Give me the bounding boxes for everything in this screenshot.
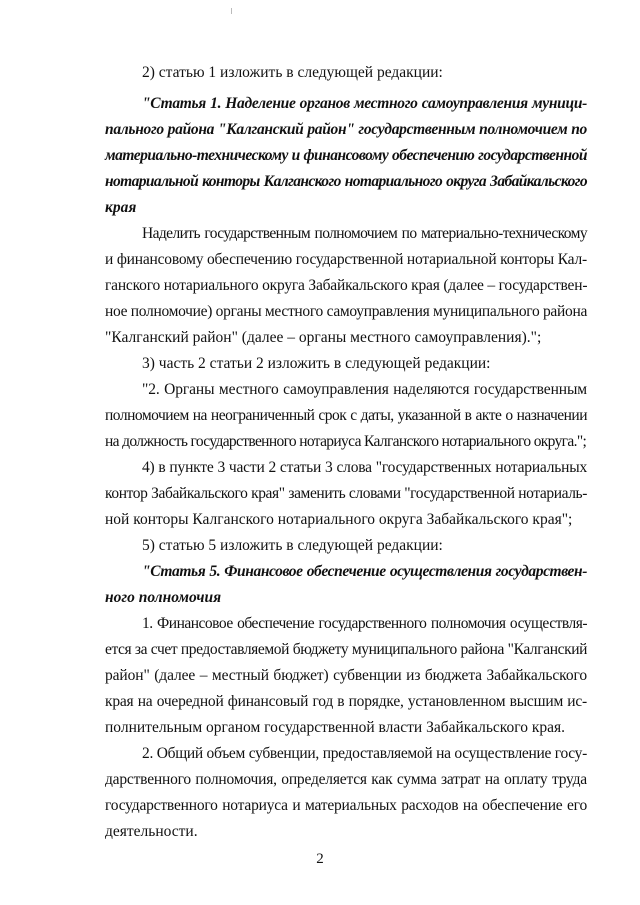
text-line: 2. Общий объем субвенции, предоставляемой на осуществление госу- xyxy=(142,745,587,762)
article-1-heading-line: "Статья 1. Наделение органов местного самоуправления муници- xyxy=(142,95,587,112)
text-line: район" (далее – местный бюджет) субвенции из бюджета Забайкальского xyxy=(105,667,587,684)
text-line: на должность государственного нотариуса Калганского нотариального округа."; xyxy=(105,433,587,450)
article-1-heading-line: края xyxy=(105,199,137,216)
text-line: деятельности. xyxy=(105,823,198,840)
text-line: и финансовому обеспечению государственной нотариальной конторы Кал- xyxy=(105,251,587,268)
text-line: 4) в пункте 3 части 2 статьи 3 слова "государственных нотариальных xyxy=(142,459,587,476)
text-line: дарственного полномочия, определяется как сумма затрат на оплату труда xyxy=(105,771,587,788)
text-line: полномочием на неограниченный срок с даты, указанной в акте о назначении xyxy=(105,407,587,424)
article-5-heading-line: "Статья 5. Финансовое обеспечение осуществления государствен- xyxy=(142,563,587,580)
text-line: государственного нотариуса и материальных расходов на обеспечение его xyxy=(105,797,587,814)
article-5-heading-line: ного полномочия xyxy=(105,589,222,606)
text-line: "2. Органы местного самоуправления наделяются государственным xyxy=(142,381,587,398)
text-line: 5) статью 5 изложить в следующей редакции: xyxy=(142,537,443,554)
text-line: контор Забайкальского края" заменить словами "государственной нотариаль- xyxy=(105,485,587,502)
text-line: ганского нотариального округа Забайкальского края (далее – государствен- xyxy=(105,277,588,294)
scan-speck xyxy=(231,8,232,14)
text-line: края на очередной финансовый год в порядке, установленном высшим ис- xyxy=(105,693,587,710)
text-line: ется за счет предоставляемой бюджету муниципального района "Калганский xyxy=(105,641,587,658)
text-line: Наделить государственным полномочием по материально-техническому xyxy=(142,225,587,242)
text-line: 2) статью 1 изложить в следующей редакции: xyxy=(142,64,443,81)
article-1-heading-line: нотариальной конторы Калганского нотариального округа Забайкальского xyxy=(105,173,587,190)
text-line: ное полномочие) органы местного самоуправления муниципального района xyxy=(105,303,588,320)
text-line: "Калганский район" (далее – органы местного самоуправления)."; xyxy=(105,329,542,346)
text-line: ной конторы Калганского нотариального округа Забайкальского края"; xyxy=(105,511,573,528)
article-1-heading-line: пального района "Калганский район" государственным полномочием по xyxy=(105,121,587,138)
text-line: 1. Финансовое обеспечение государственного полномочия осуществля- xyxy=(142,615,587,632)
text-line: 3) часть 2 статьи 2 изложить в следующей редакции: xyxy=(142,355,491,372)
page-number: 2 xyxy=(316,851,324,867)
article-1-heading-line: материально-техническому и финансовому обеспечению государственной xyxy=(105,147,587,164)
text-line: полнительным органом государственной власти Забайкальского края. xyxy=(105,719,566,736)
